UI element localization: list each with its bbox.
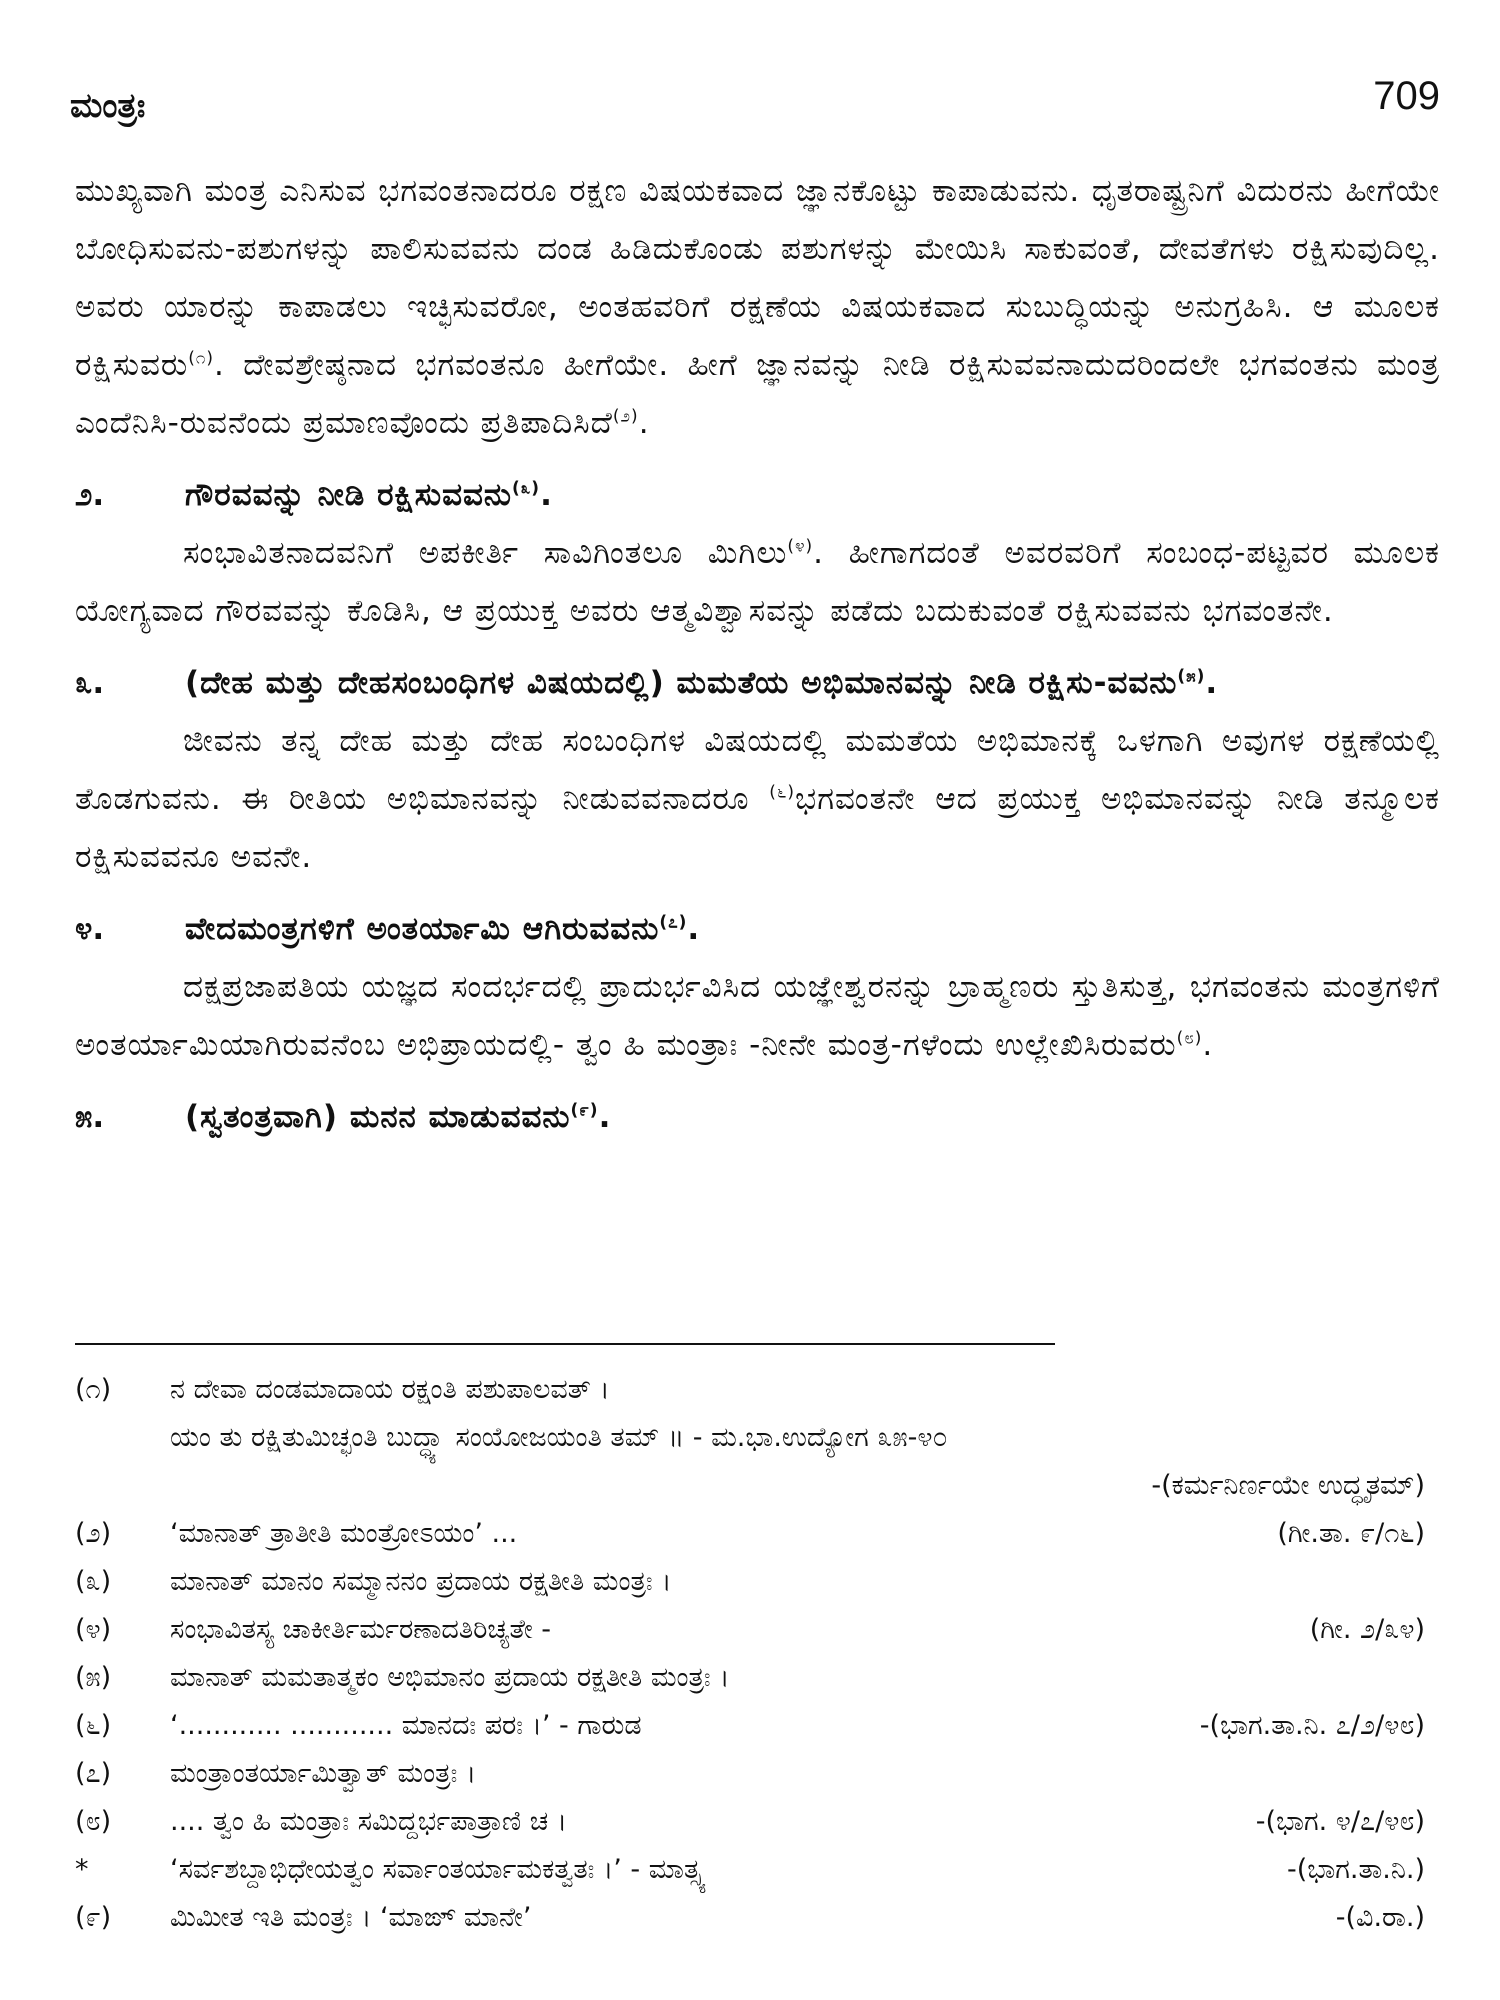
section-heading-2: ೨. ಗೌರವವನ್ನು ನೀಡಿ ರಕ್ಷಿಸುವವನು$^{(೩)}$. xyxy=(75,477,553,513)
footnote: (೭) ಮಂತ್ರಾಂತರ್ಯಾಮಿತ್ವಾತ್ ಮಂತ್ರಃ । xyxy=(75,1758,477,1789)
footnotes xyxy=(75,1366,1435,1942)
footnote: (೧) ನ ದೇವಾ ದಂಡಮಾದಾಯ ರಕ್ಷಂತಿ ಪಶುಪಾಲವತ್ । ಯಂ ತು ರಕ್ಷಿತುಮಿಚ್ಛಂತಿ ಬುದ್ಧ್ಯಾ ಸಂಯೋಜಯಂತಿ ತಮ್ ॥ - ಮ.ಭಾ.ಉದ್ಯೋಗ ೩೫-೪೦ xyxy=(75,1374,948,1453)
footnote-source: -(ಕರ್ಮನಿರ್ಣಯೇ ಉದ್ಧೃತಮ್) xyxy=(1151,1470,1425,1501)
section-body-3: ಜೀವನು ತನ್ನ ದೇಹ ಮತ್ತು ದೇಹ ಸಂಬಂಧಿಗಳ ವಿಷಯದಲ್ಲಿ ಮಮತೆಯ ಅಭಿಮಾನಕ್ಕೆ ಒಳಗಾಗಿ ಅವುಗಳ ರಕ್ಷಣೆಯಲ್ಲಿ ತೊಡಗುವನು. ಈ ರೀತಿಯ ಅಭಿಮಾನವನ್ನು ನೀಡುವವನಾದರೂ $^{(೬)}$ಭಗವಂತನೇ ಆದ ಪ್ರಯುಕ್ತ ಅಭಿಮಾನವನ್ನು ನೀಡಿ ತನ್ಮೂಲಕ ರಕ್ಷಿಸುವವನೂ ಅವನೇ. xyxy=(75,723,1440,875)
footnote-source: (ಗೀ.ತಾ. ೯/೧೬) xyxy=(1277,1518,1425,1549)
main-text xyxy=(75,162,1440,1146)
footnote: (೬) ‘............ ............ ಮಾನದಃ ಪರಃ ।’ - ಗಾರುಡ -(ಭಾಗ.ತಾ.ನಿ. ೭/೨/೪೮) xyxy=(75,1702,1435,1750)
footnote: (೮) .... ತ್ವಂ ಹಿ ಮಂತ್ರಾಃ ಸಮಿದ್ದರ್ಭಪಾತ್ರಾಣಿ ಚ । -(ಭಾಗ. ೪/೭/೪೮) xyxy=(75,1798,1435,1846)
section-body-2: ಸಂಭಾವಿತನಾದವನಿಗೆ ಅಪಕೀರ್ತಿ ಸಾವಿಗಿಂತಲೂ ಮಿಗಿಲು$^{(೪)}$. ಹೀಗಾಗದಂತೆ ಅವರವರಿಗೆ ಸಂಬಂಧ-ಪಟ್ಟವರ ಮೂಲಕ ಯೋಗ್ಯವಾದ ಗೌರವವನ್ನು ಕೊಡಿಸಿ, ಆ ಪ್ರಯುಕ್ತ ಅವರು ಆತ್ಮವಿಶ್ವಾಸವನ್ನು ಪಡೆದು ಬದುಕುವಂತೆ ರಕ್ಷಿಸುವವನು ಭಗವಂತನೇ. xyxy=(75,535,1440,629)
section-heading-5: ೫. (ಸ್ವತಂತ್ರವಾಗಿ) ಮನನ ಮಾಡುವವನು$^{(೯)}$. xyxy=(75,1099,612,1135)
section-heading-3: ೩. (ದೇಹ ಮತ್ತು ದೇಹಸಂಬಂಧಿಗಳ ವಿಷಯದಲ್ಲಿ) ಮಮತೆಯ ಅಭಿಮಾನವನ್ನು ನೀಡಿ ರಕ್ಷಿಸು-ವವನು$^{(೫)}$. xyxy=(75,665,1219,701)
footnote-source: -(ಭಾಗ.ತಾ.ನಿ.) xyxy=(1287,1854,1425,1885)
footnote: * ‘ಸರ್ವಶಬ್ದಾಭಿಧೇಯತ್ವಂ ಸರ್ವಾಂತರ್ಯಾಮಕತ್ವತಃ ।’ - ಮಾತ್ಸ್ಯ -(ಭಾಗ.ತಾ.ನಿ.) xyxy=(75,1846,1435,1894)
page-number: 709 xyxy=(1373,74,1440,118)
footnote-divider xyxy=(75,1343,1055,1345)
intro-paragraph: ಮುಖ್ಯವಾಗಿ ಮಂತ್ರ ಎನಿಸುವ ಭಗವಂತನಾದರೂ ರಕ್ಷಣ ವಿಷಯಕವಾದ ಜ್ಞಾನಕೊಟ್ಟು ಕಾಪಾಡುವನು. ಧೃತರಾಷ್ಟ್ರನಿಗೆ ವಿದುರನು ಹೀಗೆಯೇ ಬೋಧಿಸುವನು-ಪಶುಗಳನ್ನು ಪಾಲಿಸುವವನು ದಂಡ ಹಿಡಿದುಕೊಂಡು ಪಶುಗಳನ್ನು ಮೇಯಿಸಿ ಸಾಕುವಂತೆ, ದೇವತೆಗಳು ರಕ್ಷಿಸುವುದಿಲ್ಲ. ಅವರು ಯಾರನ್ನು ಕಾಪಾಡಲು ಇಚ್ಛಿಸುವರೋ, ಅಂತಹವರಿಗೆ ರಕ್ಷಣೆಯ ವಿಷಯಕವಾದ ಸುಬುದ್ಧಿಯನ್ನು ಅನುಗ್ರಹಿಸಿ. ಆ ಮೂಲಕ ರಕ್ಷಿಸುವರು$^{(೧)}$. ದೇವಶ್ರೇಷ್ಠನಾದ ಭಗವಂತನೂ ಹೀಗೆಯೇ. ಹೀಗೆ ಜ್ಞಾನವನ್ನು ನೀಡಿ ರಕ್ಷಿಸುವವನಾದುದರಿಂದಲೇ ಭಗವಂತನು ಮಂತ್ರ ಎಂದೆನಿಸಿ-ರುವನೆಂದು ಪ್ರಮಾಣವೊಂದು ಪ್ರತಿಪಾದಿಸಿದೆ$^{(೨)}$. xyxy=(75,173,1440,441)
section-title: ಮಂತ್ರಃ xyxy=(70,86,146,126)
footnote-source: -(ಭಾಗ.ತಾ.ನಿ. ೭/೨/೪೮) xyxy=(1199,1710,1425,1741)
footnote-source: (ಗೀ. ೨/೩೪) xyxy=(1309,1614,1425,1645)
footnote: (೩) ಮಾನಾತ್ ಮಾನಂ ಸಮ್ಮಾನನಂ ಪ್ರದಾಯ ರಕ್ಷತೀತಿ ಮಂತ್ರಃ । xyxy=(75,1566,672,1597)
footnote-source: -(ವಿ.ರಾ.) xyxy=(1335,1902,1425,1933)
footnote: (೪) ಸಂಭಾವಿತಸ್ಯ ಚಾಕೀರ್ತಿರ್ಮರಣಾದತಿರಿಚ್ಯತೇ - (ಗೀ. ೨/೩೪) xyxy=(75,1606,1435,1654)
footnote: (೨) ‘ಮಾನಾತ್ ತ್ರಾತೀತಿ ಮಂತ್ರೋಽಯಂ’ ... (ಗೀ.ತಾ. ೯/೧೬) xyxy=(75,1510,1435,1558)
section-heading-4: ೪. ವೇದಮಂತ್ರಗಳಿಗೆ ಅಂತರ್ಯಾಮಿ ಆಗಿರುವವನು$^{(೭)}$. xyxy=(75,911,701,947)
footnote: (೫) ಮಾನಾತ್ ಮಮತಾತ್ಮಕಂ ಅಭಿಮಾನಂ ಪ್ರದಾಯ ರಕ್ಷತೀತಿ ಮಂತ್ರಃ । xyxy=(75,1662,730,1693)
footnote-source: -(ಭಾಗ. ೪/೭/೪೮) xyxy=(1255,1806,1425,1837)
section-body-4: ದಕ್ಷಪ್ರಜಾಪತಿಯ ಯಜ್ಞದ ಸಂದರ್ಭದಲ್ಲಿ ಪ್ರಾದುರ್ಭವಿಸಿದ ಯಜ್ಞೇಶ್ವರನನ್ನು ಬ್ರಾಹ್ಮಣರು ಸ್ತುತಿಸುತ್ತ, ಭಗವಂತನು ಮಂತ್ರಗಳಿಗೆ ಅಂತರ್ಯಾಮಿಯಾಗಿರುವನೆಂಬ ಅಭಿಪ್ರಾಯದಲ್ಲಿ- ತ್ವಂ ಹಿ ಮಂತ್ರಾಃ -ನೀನೇ ಮಂತ್ರ-ಗಳೆಂದು ಉಲ್ಲೇಖಿಸಿರುವರು$^{(೮)}$. xyxy=(75,969,1440,1063)
footnote: (೯) ಮಿಮೀತ ಇತಿ ಮಂತ್ರಃ । ‘ಮಾಙ್ ಮಾನೇ’ -(ವಿ.ರಾ.) xyxy=(75,1894,1435,1942)
